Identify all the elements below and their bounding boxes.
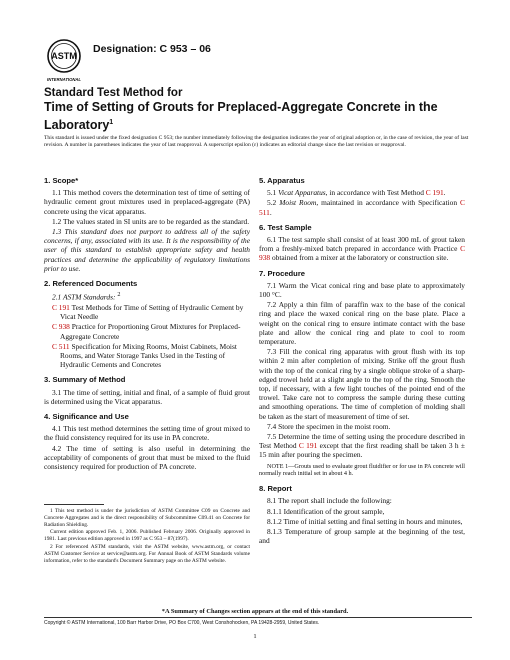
svg-text:ASTM: ASTM xyxy=(51,51,77,61)
title-line1: Standard Test Method for xyxy=(44,87,183,99)
procedure-p5: 7.5 Determine the time of setting using the procedure described in Test Method C 191 except that the first reading shall be taken 3 h ± 15 min after pouring the specimen. xyxy=(259,432,465,460)
scope-heading: 1. Scope* xyxy=(44,176,79,185)
ref-link[interactable]: C 191 xyxy=(425,188,444,198)
footnote-1b: Current edition approved Feb. 1, 2006. Published February 2006. Originally approved in 1981. Last previous edition approved in 1997 as C 953 – 87(1997). xyxy=(44,529,250,543)
ref-link[interactable]: C 191 xyxy=(298,441,318,451)
footer-divider xyxy=(44,617,472,618)
left-column xyxy=(44,176,250,472)
ref-link[interactable]: C 511 xyxy=(52,341,70,351)
ref-link[interactable]: C 191 xyxy=(52,302,70,312)
title-block xyxy=(44,86,464,133)
procedure-p1: 7.1 Warm the Vicat conical ring and base plate to approximately 100 °C. xyxy=(259,280,465,300)
footnote-1: 1 This test method is under the jurisdiction of ASTM Committee C09 on Concrete and Concrete Aggregates and is the direct responsibility of Subcommittee C09.41 on Concrete for Radiation Shielding. xyxy=(44,508,250,528)
designation: Designation: C 953 – 06 xyxy=(93,43,211,55)
ref-link[interactable]: C 511 xyxy=(259,198,465,217)
refs-heading: 2. Referenced Documents xyxy=(44,279,138,289)
right-column xyxy=(259,176,465,547)
issue-note: This standard is issued under the fixed designation C 953; the number immediately following the designation indicates the year of original adoption or, in the case of revision, the year of last revision. A number in parentheses indicates the year of last reapproval. A superscript epsilon (ε) indicates an editorial change since the last revision or reapproval. xyxy=(44,135,469,149)
significance-heading: 4. Significance and Use xyxy=(44,411,129,421)
scope-p2: 1.2 The values stated in SI units are to be regarded as the standard. xyxy=(52,216,250,226)
ref-item: C 511 Specification for Mixing Rooms, Moist Cabinets, Moist Rooms, and Water Storage Tanks Used in the Testing of Hydraulic Cements and Concretes xyxy=(52,341,237,370)
scope-p3: 1.3 This standard does not purport to address all of the safety concerns, if any, associated with its use. It is the responsibility of the user of this standard to establish appropriate safety and health practices and determine the applicability of regulatory limitations prior to use. xyxy=(44,227,250,273)
ref-item: C 938 Practice for Proportioning Grout Mixtures for Preplaced-Aggregate Concrete xyxy=(52,322,241,341)
report-p4: 8.1.3 Temperature of group sample at the beginning of the test, and xyxy=(259,527,465,546)
footnotes xyxy=(44,508,250,565)
footnote-divider xyxy=(44,504,104,505)
report-heading: 8. Report xyxy=(259,484,292,494)
logo-text: INTERNATIONAL xyxy=(47,77,81,82)
significance-p1: 4.1 This test method determines the setting time of grout mixed to the fluid consistency required for its use in PA concrete. xyxy=(44,424,250,443)
page-number: 1 xyxy=(253,633,257,640)
apparatus-heading: 5. Apparatus xyxy=(259,176,305,185)
procedure-heading: 7. Procedure xyxy=(259,268,306,278)
copyright: Copyright © ASTM International, 100 Barr Harbor Drive, PO Box C700, West Conshohocken, PA 19428-2959, United States. xyxy=(44,620,320,626)
summary-of-changes-note: *A Summary of Changes section appears at the end of this standard. xyxy=(161,608,349,615)
refs-intro: 2.1 ASTM Standards: $^2$ xyxy=(52,292,121,302)
procedure-p2: 7.2 Apply a thin film of paraffin wax to the base of the conical ring and place the waxed conical ring on the base plate. Place a weight on the conical ring to ensure intimate contact with the base plate and allow the conical ring and plate to cool to room temperature. xyxy=(259,300,465,347)
procedure-p3: 7.3 Fill the conical ring apparatus with grout flush with its top within 2 min after completion of mixing. Strike off the grout flush with the top of the conical ring by a single oblique stroke of a sharp-edged trowel held at a slight angle to the top of the ring. Smooth the top, if necessary, with a few light touches of the pointed end of the trowel. Take care not to compress the sample during these cutting and smoothing operations. The time of completion of molding shall be taken as the start of measurement of time of set. xyxy=(259,347,465,421)
report-p1: 8.1 The report shall include the following: xyxy=(267,496,392,506)
ref-link[interactable]: C 938 xyxy=(259,244,465,263)
apparatus-p2: 5.2 Moist Room, maintained in accordance with Specification C 511. xyxy=(259,198,465,217)
report-p2: 8.1.1 Identification of the grout sample, xyxy=(267,506,385,516)
sample-p1: 6.1 The test sample shall consist of at least 300 mL of grout taken from a freshly-mixed batch prepared in accordance with Practice C 938 obtained from a mixer at the laboratory or construction site. xyxy=(259,235,465,263)
significance-p2: 4.2 The time of setting is also useful in determining the acceptability of components of grout that must be mixed to the fluid consistency required for production of PA concrete. xyxy=(44,443,250,471)
scope-p1: 1.1 This method covers the determination test of time of setting of hydraulic cement grout mixtures used in preplaced-aggregate (PA) concrete using the vicat apparatus. xyxy=(44,188,250,216)
procedure-p4: 7.4 Store the specimen in the moist room. xyxy=(267,421,391,431)
procedure-note: NOTE 1—Grouts used to evaluate grout fluidifier or for use in PA concrete will normally reach initial set in about 4 h. xyxy=(259,462,465,478)
report-p3: 8.1.2 Time of initial setting and final setting in hours and minutes, xyxy=(267,516,463,526)
apparatus-p1: 5.1 Vicat Apparatus, in accordance with Test Method C 191. xyxy=(267,188,446,198)
ref-link[interactable]: C 938 xyxy=(52,322,70,332)
ref-item: C 191 Test Methods for Time of Setting of Hydraulic Cement by Vicat Needle xyxy=(52,302,244,322)
title-line2: Time of Setting of Grouts for Preplaced-Aggregate Concrete in the Laboratory$^1$ xyxy=(44,100,438,133)
astm-logo xyxy=(44,38,84,84)
summary-heading: 3. Summary of Method xyxy=(44,375,126,385)
summary-p1: 3.1 The time of setting, initial and final, of a sample of fluid grout is determined using the Vicat apparatus. xyxy=(44,387,250,406)
footnote-2: 2 For referenced ASTM standards, visit the ASTM website, www.astm.org, or contact ASTM Customer Service at service@astm.org. For Annual Book of ASTM Standards volume information, refer to the standard's Document Summary page on the ASTM website. xyxy=(44,543,250,564)
sample-heading: 6. Test Sample xyxy=(259,222,312,232)
